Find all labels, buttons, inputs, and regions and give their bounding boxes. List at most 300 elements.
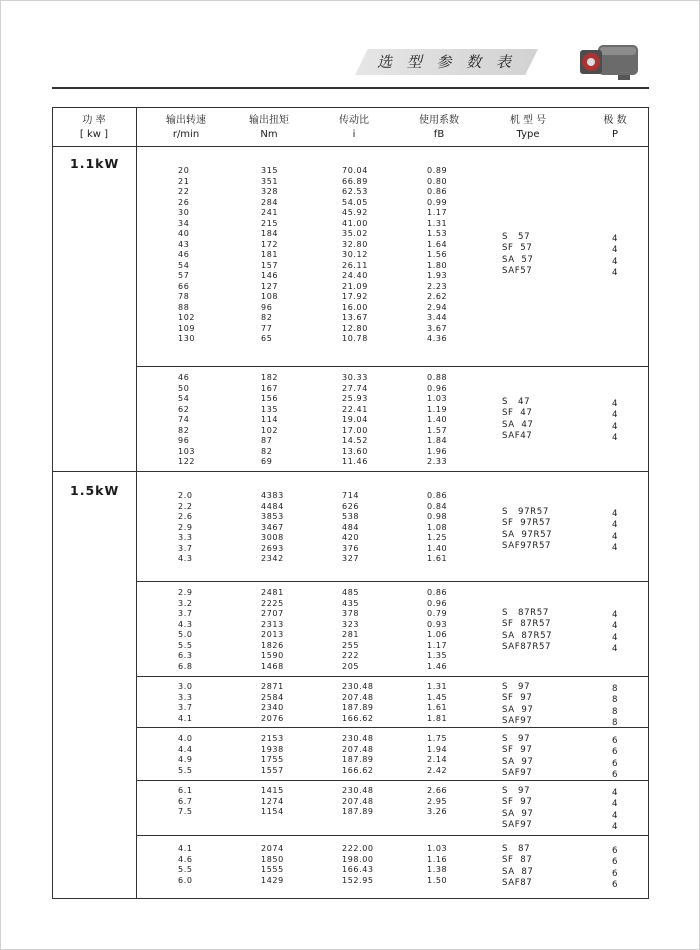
torque-value: 215	[261, 218, 279, 228]
ratio-value: 26.11	[342, 260, 368, 270]
ratio-value: 484	[342, 522, 360, 532]
torque-value: 156	[261, 394, 279, 403]
factor-value: 2.95	[427, 796, 448, 806]
factor-value: 1.56	[427, 250, 448, 259]
ratio-value: 255	[342, 640, 360, 650]
factor-value-column	[427, 166, 447, 345]
poles-value: 6	[612, 769, 619, 780]
header-power	[52, 114, 136, 142]
header-ratio	[318, 114, 390, 142]
torque-value: 241	[261, 208, 279, 217]
type-column	[502, 232, 534, 277]
torque-value: 1555	[261, 865, 284, 874]
poles-value: 6	[612, 868, 619, 879]
torque-value: 181	[261, 250, 279, 259]
ratio-value: 30.12	[342, 250, 368, 259]
ratio-value: 13.60	[342, 446, 368, 456]
type-value: SAF87	[502, 877, 533, 888]
header-torque	[233, 114, 305, 142]
factor-value: 1.84	[427, 436, 448, 445]
poles-value: 4	[612, 632, 619, 643]
poles-column	[612, 509, 618, 554]
speed-value: 3.2	[178, 598, 193, 608]
torque-value: 108	[261, 292, 279, 301]
ratio-value: 207.48	[342, 796, 374, 806]
ratio-value-column	[342, 491, 359, 565]
poles-value: 4	[612, 245, 619, 256]
type-value: SF 87R57	[502, 619, 552, 630]
torque-value-column	[261, 373, 278, 468]
poles-value: 4	[612, 267, 619, 278]
torque-value: 1755	[261, 755, 284, 764]
ratio-value: 17.00	[342, 425, 368, 435]
type-value: S 87R57	[502, 608, 549, 618]
speed-value: 4.1	[178, 844, 193, 853]
speed-value-column	[178, 786, 193, 818]
poles-value: 4	[612, 621, 619, 632]
type-value: SAF87R57	[502, 641, 552, 652]
torque-value: 1557	[261, 765, 284, 775]
ratio-value: 41.00	[342, 218, 368, 228]
type-value: SF 57	[502, 243, 533, 254]
type-value: SAF97	[502, 819, 533, 830]
ratio-value: 17.92	[342, 292, 368, 301]
speed-value: 22	[178, 187, 190, 196]
header-ratio-unit: i	[352, 129, 356, 140]
factor-value: 1.75	[427, 734, 448, 743]
header-factor-label: 使用系数	[419, 115, 459, 126]
header-factor	[402, 114, 476, 142]
poles-column	[612, 846, 618, 891]
poles-value: 6	[612, 857, 619, 868]
ratio-value: 207.48	[342, 744, 374, 754]
ratio-value: 207.48	[342, 692, 374, 702]
speed-value: 5.5	[178, 865, 193, 874]
torque-value: 69	[261, 457, 273, 466]
speed-value: 2.6	[178, 512, 193, 521]
poles-column	[612, 610, 618, 655]
group-divider	[137, 780, 649, 781]
power-label: 1.5kW	[70, 483, 120, 498]
torque-value: 3853	[261, 512, 284, 521]
type-value: S 87	[502, 844, 531, 854]
header-power-label: 功 率	[82, 115, 106, 126]
factor-value-column	[427, 844, 447, 886]
poles-value: 6	[612, 846, 619, 856]
speed-value: 3.3	[178, 692, 193, 702]
torque-value: 184	[261, 229, 279, 238]
torque-value-column	[261, 588, 284, 672]
factor-value: 1.93	[427, 271, 448, 280]
speed-value-column	[178, 166, 195, 345]
torque-value-column	[261, 786, 284, 818]
type-value: SF 87	[502, 855, 533, 866]
torque-value: 135	[261, 404, 279, 414]
type-column	[502, 734, 534, 779]
torque-value: 1938	[261, 744, 284, 754]
ratio-value: 376	[342, 543, 360, 553]
speed-value: 5.5	[178, 765, 193, 775]
torque-value: 2707	[261, 609, 284, 618]
factor-value: 0.96	[427, 383, 448, 393]
torque-value: 182	[261, 373, 279, 382]
factor-value: 1.17	[427, 640, 448, 650]
poles-value: 4	[612, 799, 619, 810]
ratio-value: 230.48	[342, 734, 374, 743]
torque-value: 82	[261, 313, 273, 322]
type-value: SF 97	[502, 693, 533, 704]
header-speed	[150, 114, 222, 142]
factor-value: 0.84	[427, 501, 448, 511]
ratio-value: 32.80	[342, 239, 368, 249]
factor-value: 0.99	[427, 197, 448, 207]
speed-value: 6.7	[178, 796, 193, 806]
factor-value: 3.44	[427, 313, 448, 322]
torque-value: 65	[261, 334, 273, 343]
type-value: S 97R57	[502, 507, 549, 517]
poles-value: 4	[612, 421, 619, 432]
factor-value: 0.89	[427, 166, 448, 175]
poles-value: 4	[612, 399, 619, 409]
ratio-value-column	[342, 786, 374, 818]
type-value: SAF97R57	[502, 540, 552, 551]
factor-value: 1.31	[427, 218, 448, 228]
ratio-value: 187.89	[342, 703, 374, 712]
torque-value: 1468	[261, 661, 284, 671]
power-label: 1.1kW	[70, 156, 120, 171]
ratio-value: 222	[342, 651, 360, 660]
factor-value: 1.19	[427, 404, 448, 414]
speed-value: 2.0	[178, 491, 193, 500]
speed-value: 4.3	[178, 554, 193, 563]
ratio-value: 205	[342, 661, 360, 671]
type-value: SAF97	[502, 715, 533, 726]
poles-value: 4	[612, 520, 619, 531]
torque-value-column	[261, 491, 284, 565]
speed-value: 50	[178, 383, 190, 393]
ratio-value: 14.52	[342, 436, 368, 445]
factor-value-column	[427, 373, 447, 468]
torque-value-column	[261, 166, 278, 345]
type-column	[502, 507, 552, 552]
factor-value: 0.93	[427, 619, 448, 629]
poles-value: 4	[612, 821, 619, 832]
factor-value: 1.17	[427, 208, 448, 217]
type-value: SA 97	[502, 808, 534, 819]
speed-value: 43	[178, 239, 190, 249]
speed-value: 46	[178, 373, 190, 382]
torque-value: 1850	[261, 854, 284, 864]
factor-value: 1.40	[427, 415, 448, 424]
ratio-value: 12.80	[342, 323, 368, 333]
speed-value: 88	[178, 302, 190, 312]
speed-value-column	[178, 844, 193, 886]
speed-value: 82	[178, 425, 190, 435]
ratio-value: 166.62	[342, 765, 374, 775]
ratio-value: 327	[342, 554, 360, 563]
type-value: SA 47	[502, 419, 534, 430]
torque-value: 127	[261, 281, 279, 291]
ratio-value: 152.95	[342, 875, 374, 885]
poles-value: 4	[612, 531, 619, 542]
torque-value: 2074	[261, 844, 284, 853]
factor-value: 2.94	[427, 302, 448, 312]
poles-value: 6	[612, 747, 619, 758]
torque-value: 315	[261, 166, 279, 175]
type-value: SA 87R57	[502, 630, 553, 641]
header-speed-label: 输出转速	[166, 115, 206, 126]
factor-value: 2.23	[427, 281, 448, 291]
type-value: SF 97	[502, 797, 533, 808]
torque-value-column	[261, 682, 284, 724]
poles-value: 4	[612, 256, 619, 267]
speed-value: 4.1	[178, 713, 193, 723]
speed-value: 34	[178, 218, 190, 228]
factor-value: 0.80	[427, 176, 448, 186]
page-title: 选 型 参 数 表	[376, 53, 517, 71]
torque-value: 351	[261, 176, 279, 186]
poles-value: 6	[612, 879, 619, 890]
type-value: S 97	[502, 734, 531, 744]
factor-value: 0.86	[427, 491, 448, 500]
poles-column	[612, 736, 618, 781]
ratio-value: 187.89	[342, 807, 374, 816]
factor-value: 1.53	[427, 229, 448, 238]
ratio-value: 66.89	[342, 176, 368, 186]
factor-value: 0.86	[427, 588, 448, 597]
ratio-value: 22.41	[342, 404, 368, 414]
factor-value: 1.08	[427, 522, 448, 532]
speed-value: 3.3	[178, 533, 193, 542]
type-column	[502, 608, 552, 653]
factor-value: 1.81	[427, 713, 448, 723]
header-factor-unit: fB	[433, 129, 445, 140]
header-torque-label: 输出扭矩	[249, 115, 289, 126]
speed-value: 57	[178, 271, 190, 280]
speed-value: 122	[178, 457, 196, 466]
torque-value: 157	[261, 260, 279, 270]
ratio-value-column	[342, 734, 374, 776]
type-column	[502, 786, 534, 831]
poles-value: 4	[612, 542, 619, 553]
speed-value-column	[178, 682, 193, 724]
header-ratio-label: 传动比	[339, 115, 369, 126]
factor-value: 2.33	[427, 457, 448, 466]
speed-value: 66	[178, 281, 190, 291]
torque-value: 1429	[261, 875, 284, 885]
torque-value: 87	[261, 436, 273, 445]
ratio-value: 13.67	[342, 313, 368, 322]
speed-value: 3.7	[178, 543, 193, 553]
type-value: SAF57	[502, 265, 533, 276]
speed-value-column	[178, 373, 195, 468]
torque-value: 2584	[261, 692, 284, 702]
ratio-value: 187.89	[342, 755, 374, 764]
ratio-value-column	[342, 373, 368, 468]
ratio-value-column	[342, 588, 359, 672]
group-divider	[137, 366, 649, 367]
factor-value: 1.94	[427, 744, 448, 754]
speed-value: 54	[178, 394, 190, 403]
ratio-value: 21.09	[342, 281, 368, 291]
torque-value: 1415	[261, 786, 284, 795]
factor-value-column	[427, 786, 447, 818]
speed-value: 6.3	[178, 651, 193, 660]
ratio-value: 485	[342, 588, 360, 597]
poles-value: 4	[612, 788, 619, 798]
poles-value: 4	[612, 432, 619, 443]
poles-value: 4	[612, 610, 619, 620]
ratio-value: 166.43	[342, 865, 374, 874]
header-divider	[52, 146, 649, 147]
factor-value: 1.16	[427, 854, 448, 864]
ratio-value: 16.00	[342, 302, 368, 312]
poles-column	[612, 399, 618, 444]
factor-value-column	[427, 734, 447, 776]
ratio-value: 54.05	[342, 197, 368, 207]
ratio-value: 281	[342, 630, 360, 639]
factor-value: 1.61	[427, 703, 448, 712]
factor-value: 1.35	[427, 651, 448, 660]
factor-value: 0.79	[427, 609, 448, 618]
type-value: SA 97R57	[502, 529, 553, 540]
poles-value: 8	[612, 717, 619, 728]
group-divider	[137, 581, 649, 582]
speed-value: 103	[178, 446, 196, 456]
factor-value: 0.86	[427, 187, 448, 196]
ratio-value: 25.93	[342, 394, 368, 403]
speed-value-column	[178, 734, 193, 776]
speed-value: 30	[178, 208, 190, 217]
torque-value: 2313	[261, 619, 284, 629]
type-value: SF 97R57	[502, 518, 552, 529]
speed-value: 78	[178, 292, 190, 301]
speed-value: 96	[178, 436, 190, 445]
factor-value: 1.46	[427, 661, 448, 671]
ratio-value: 27.74	[342, 383, 368, 393]
torque-value: 77	[261, 323, 273, 333]
poles-value: 4	[612, 410, 619, 421]
torque-value: 2225	[261, 598, 284, 608]
speed-value: 4.9	[178, 755, 193, 764]
factor-value: 1.45	[427, 692, 448, 702]
factor-value: 1.40	[427, 543, 448, 553]
type-value: SAF47	[502, 430, 533, 441]
torque-value: 172	[261, 239, 279, 249]
torque-value: 102	[261, 425, 279, 435]
power-divider	[52, 471, 649, 472]
group-divider	[137, 835, 649, 836]
type-value: S 57	[502, 232, 531, 242]
header-power-unit: [ kw ]	[79, 129, 109, 140]
torque-value: 114	[261, 415, 279, 424]
speed-value: 74	[178, 415, 190, 424]
type-value: SA 97	[502, 756, 534, 767]
factor-value: 1.61	[427, 554, 448, 563]
torque-value: 1590	[261, 651, 284, 660]
type-value: SF 47	[502, 408, 533, 419]
torque-value: 2871	[261, 682, 284, 691]
speed-value: 2.2	[178, 501, 193, 511]
header-speed-unit: r/min	[172, 129, 200, 140]
factor-value: 1.80	[427, 260, 448, 270]
torque-value: 2153	[261, 734, 284, 743]
type-value: S 97	[502, 786, 531, 796]
ratio-value: 420	[342, 533, 360, 542]
torque-value: 4383	[261, 491, 284, 500]
speed-value: 2.9	[178, 588, 193, 597]
torque-value: 146	[261, 271, 279, 280]
factor-value: 1.96	[427, 446, 448, 456]
torque-value: 1826	[261, 640, 284, 650]
torque-value: 2013	[261, 630, 284, 639]
ratio-value: 230.48	[342, 682, 374, 691]
ratio-value: 19.04	[342, 415, 368, 424]
poles-value: 6	[612, 758, 619, 769]
ratio-value: 626	[342, 501, 360, 511]
header-poles-unit: P	[611, 129, 619, 140]
torque-value: 2342	[261, 554, 284, 563]
poles-value: 6	[612, 736, 619, 746]
ratio-value: 435	[342, 598, 360, 608]
type-value: S 97	[502, 682, 531, 692]
ratio-value: 198.00	[342, 854, 374, 864]
factor-value: 1.64	[427, 239, 448, 249]
factor-value-column	[427, 588, 447, 672]
factor-value: 3.26	[427, 807, 448, 816]
group-divider	[137, 727, 649, 728]
factor-value-column	[427, 491, 447, 565]
speed-value: 3.7	[178, 609, 193, 618]
ratio-value: 222.00	[342, 844, 374, 853]
ratio-value-column	[342, 166, 368, 345]
ratio-value: 230.48	[342, 786, 374, 795]
poles-value: 4	[612, 234, 619, 244]
type-value: SA 87	[502, 866, 534, 877]
factor-value: 2.66	[427, 786, 448, 795]
gear-motor-icon	[578, 42, 640, 82]
speed-value: 3.7	[178, 703, 193, 712]
speed-value: 3.0	[178, 682, 193, 691]
factor-value: 1.31	[427, 682, 448, 691]
speed-value: 21	[178, 176, 190, 186]
factor-value: 1.50	[427, 875, 448, 885]
poles-value: 4	[612, 509, 619, 519]
header-type-unit: Type	[516, 129, 540, 140]
factor-value: 0.88	[427, 373, 448, 382]
speed-value: 4.3	[178, 619, 193, 629]
speed-value-column	[178, 588, 193, 672]
speed-value: 102	[178, 313, 196, 322]
poles-column	[612, 788, 618, 833]
ratio-value: 11.46	[342, 457, 368, 466]
speed-value: 4.4	[178, 744, 193, 754]
ratio-value: 323	[342, 619, 360, 629]
speed-value: 7.5	[178, 807, 193, 816]
speed-value-column	[178, 491, 193, 565]
poles-value: 4	[612, 810, 619, 821]
torque-value: 284	[261, 197, 279, 207]
ratio-value: 35.02	[342, 229, 368, 238]
torque-value: 1274	[261, 796, 284, 806]
speed-value: 5.5	[178, 640, 193, 650]
type-value: S 47	[502, 397, 531, 407]
poles-value: 8	[612, 695, 619, 706]
ratio-value: 538	[342, 512, 360, 521]
header-poles-label: 极 数	[603, 115, 627, 126]
torque-value-column	[261, 844, 284, 886]
poles-column	[612, 684, 618, 729]
